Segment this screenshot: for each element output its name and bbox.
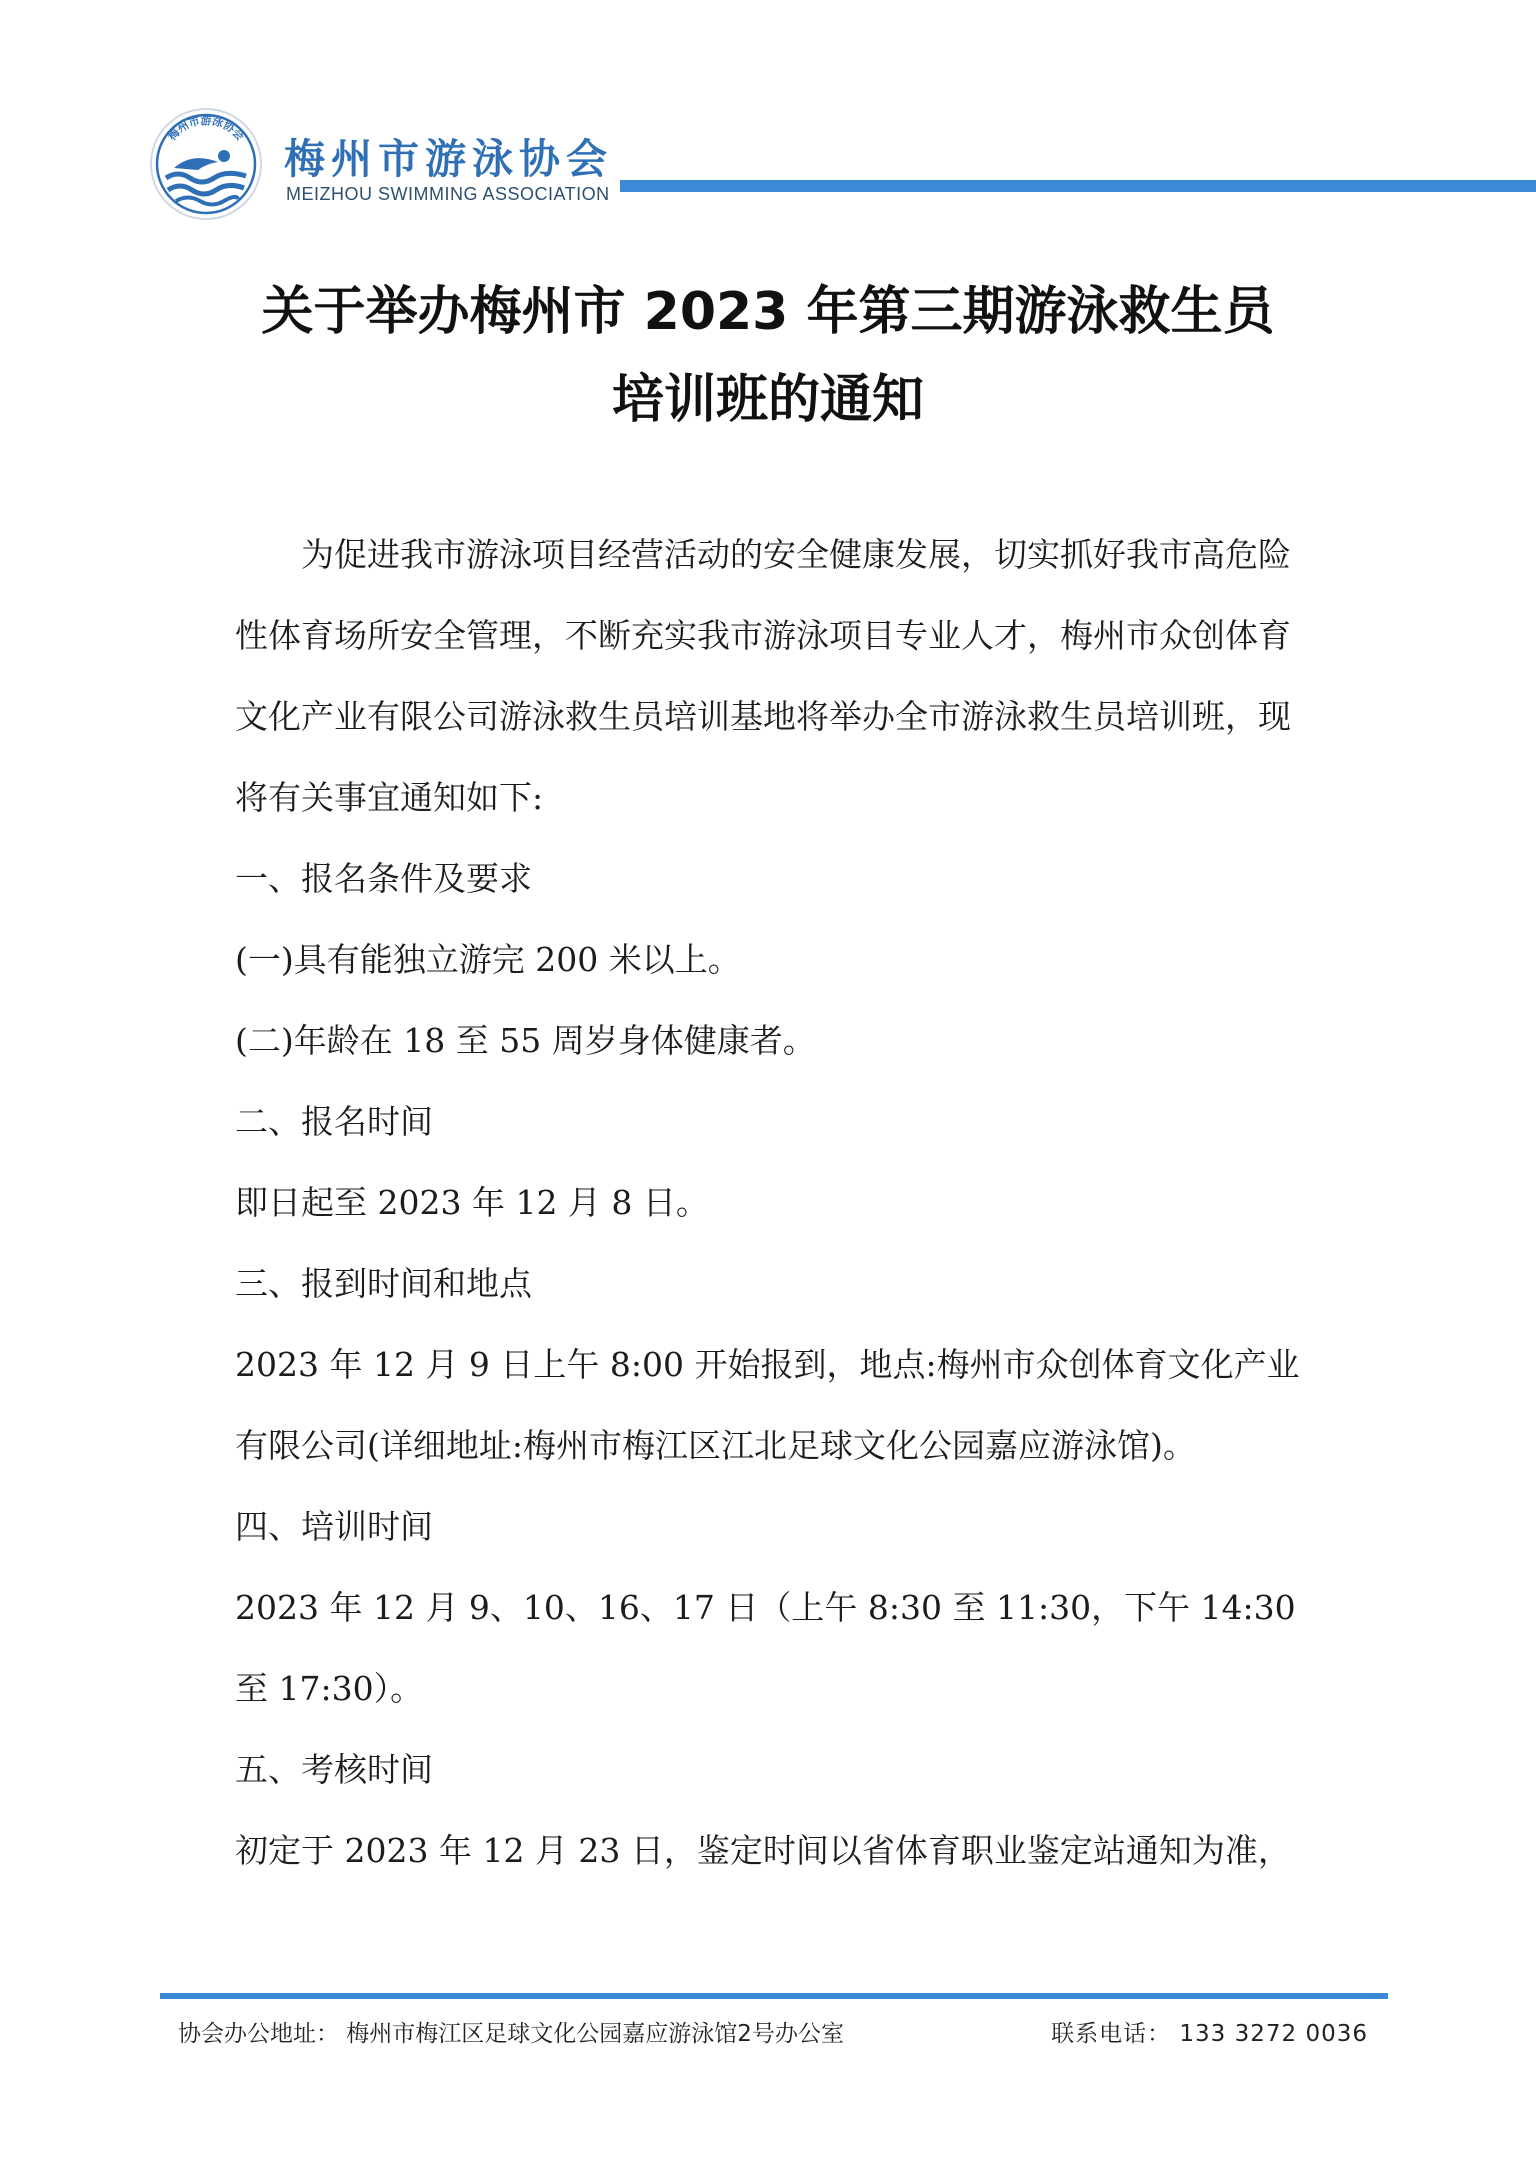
footer-phone: 联系电话： 133 3272 0036 (1051, 2021, 1368, 2047)
section-5-text: 初定于 2023 年 12 月 23 日，鉴定时间以省体育职业鉴定站通知为准， (235, 1831, 1291, 1870)
section-5-heading: 五、考核时间 (235, 1750, 433, 1789)
document-title (100, 268, 1436, 444)
footer-address: 协会办公地址： 梅州市梅江区足球文化公园嘉应游泳馆2号办公室 (178, 2021, 844, 2047)
document-body (235, 514, 1315, 1891)
section-4-heading: 四、培训时间 (235, 1507, 433, 1546)
section-1-item-2: (二)年龄在 18 至 55 周岁身体健康者。 (235, 1021, 816, 1060)
org-name-cn: 梅州市游泳协会 (284, 135, 613, 183)
section-3-heading: 三、报到时间和地点 (235, 1264, 532, 1303)
section-2-heading: 二、报名时间 (235, 1102, 433, 1141)
title-line-2: 培训班的通知 (611, 370, 924, 430)
section-1-item-1: (一)具有能独立游完 200 米以上。 (235, 940, 741, 979)
section-4-text: 2023 年 12 月 9、10、16、17 日（上午 8:30 至 11:30，下午 14:30 至 17:30）。 (235, 1588, 1296, 1708)
org-name-en: MEIZHOU SWIMMING ASSOCIATION (286, 184, 610, 204)
intro-paragraph: 为促进我市游泳项目经营活动的安全健康发展，切实抓好我市高危险性体育场所安全管理，不断充实我市游泳项目专业人才，梅州市众创体育文化产业有限公司游泳救生员培训基地将举办全市游泳救生员培训班，现将有关事宜通知如下: (235, 535, 1291, 817)
logo-arc-text: 梅州市游泳协会 (165, 114, 247, 143)
swimming-association-logo (148, 106, 264, 222)
section-1-heading: 一、报名条件及要求 (235, 859, 532, 898)
header-accent-bar (620, 180, 1536, 192)
section-2-text: 即日起至 2023 年 12 月 8 日。 (235, 1183, 709, 1222)
letterhead (148, 106, 1388, 226)
section-3-text: 2023 年 12 月 9 日上午 8:00 开始报到，地点:梅州市众创体育文化产业有限公司(详细地址:梅州市梅江区江北足球文化公园嘉应游泳馆)。 (235, 1345, 1300, 1465)
footer-divider (160, 1993, 1388, 1999)
title-line-1: 关于举办梅州市 2023 年第三期游泳救生员 (261, 282, 1275, 342)
